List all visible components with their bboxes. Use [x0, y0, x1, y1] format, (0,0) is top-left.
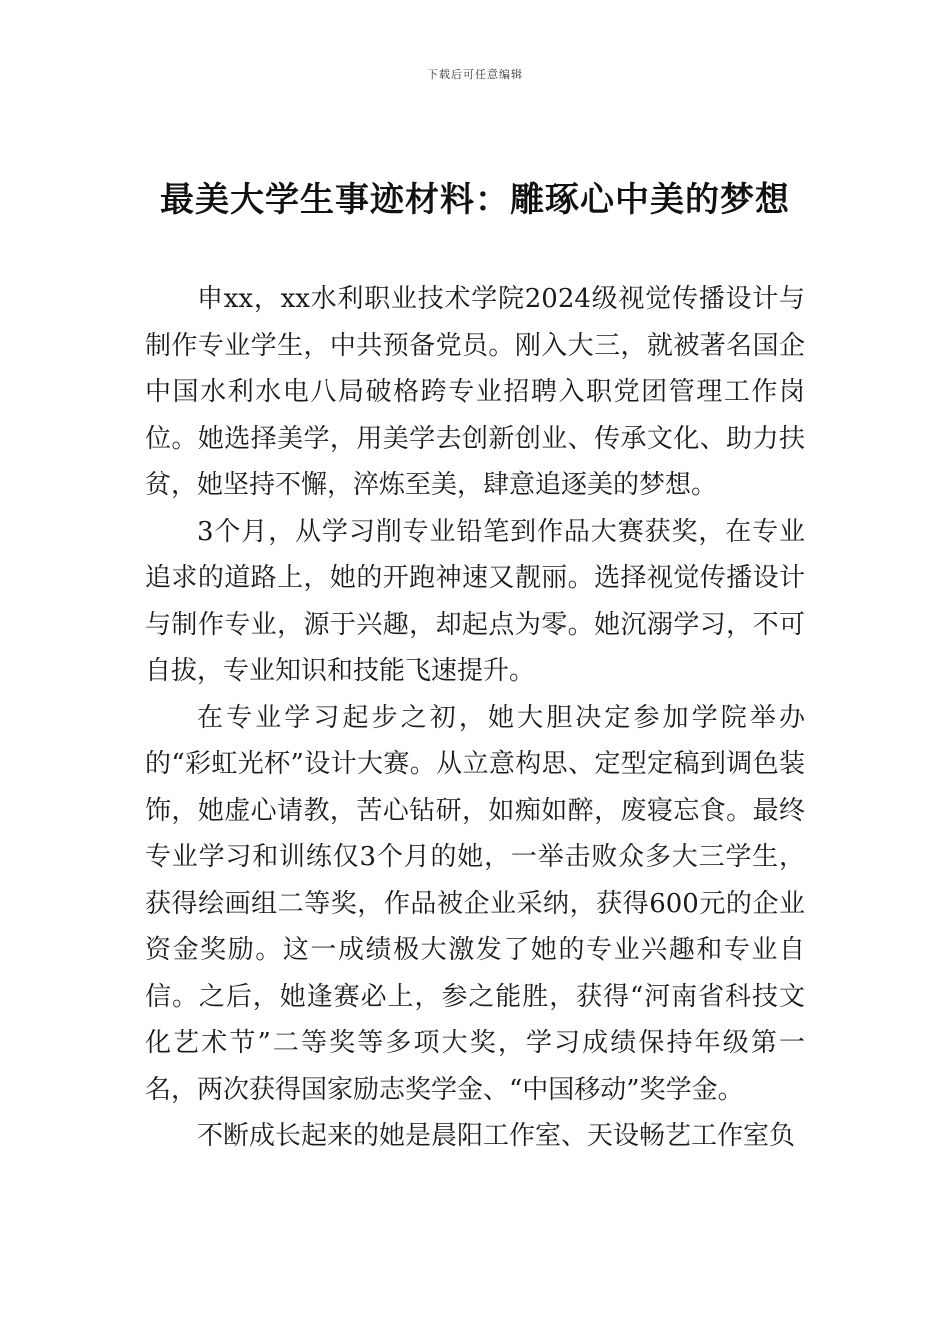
header-note: 下载后可任意编辑 — [427, 68, 523, 81]
paragraph: 申xx，xx水利职业技术学院2024级视觉传播设计与制作专业学生，中共预备党员。刚入大三，就被著名国企中国水利水电八局破格跨专业招聘入职党团管理工作岗位。她选择美学，用美学去创新创业、传承文化、助力扶贫，她坚持不懈，淬炼至美，肆意追逐美的梦想。 — [145, 284, 805, 500]
paragraph: 不断成长起来的她是晨阳工作室、天设畅艺工作室负 — [197, 1121, 796, 1151]
paragraph: 在专业学习起步之初，她大胆决定参加学院举办的“彩虹光杯”设计大赛。从立意构思、定型定稿到调色装饰，她虚心请教，苦心钻研，如痴如醉，废寝忘食。最终专业学习和训练仅3个月的她，一举击败众多大三学生，获得绘画组二等奖，作品被企业采纳，获得600元的企业资金奖励。这一成绩极大激发了她的专业兴趣和专业自信。之后，她逢赛必上，参之能胜，获得“河南省科技文化艺术节”二等奖等多项大奖，学习成绩保持年级第一名，两次获得国家励志奖学金、“中国移动”奖学金。 — [145, 702, 805, 1105]
document-title: 最美大学生事迹材料：雕琢心中美的梦想 — [160, 180, 790, 220]
document-body — [145, 276, 805, 1160]
paragraph: 3个月，从学习削专业铅笔到作品大赛获奖，在专业追求的道路上，她的开跑神速又靓丽。选择视觉传播设计与制作专业，源于兴趣，却起点为零。她沉溺学习，不可自拔，专业知识和技能飞速提升。 — [145, 516, 805, 686]
